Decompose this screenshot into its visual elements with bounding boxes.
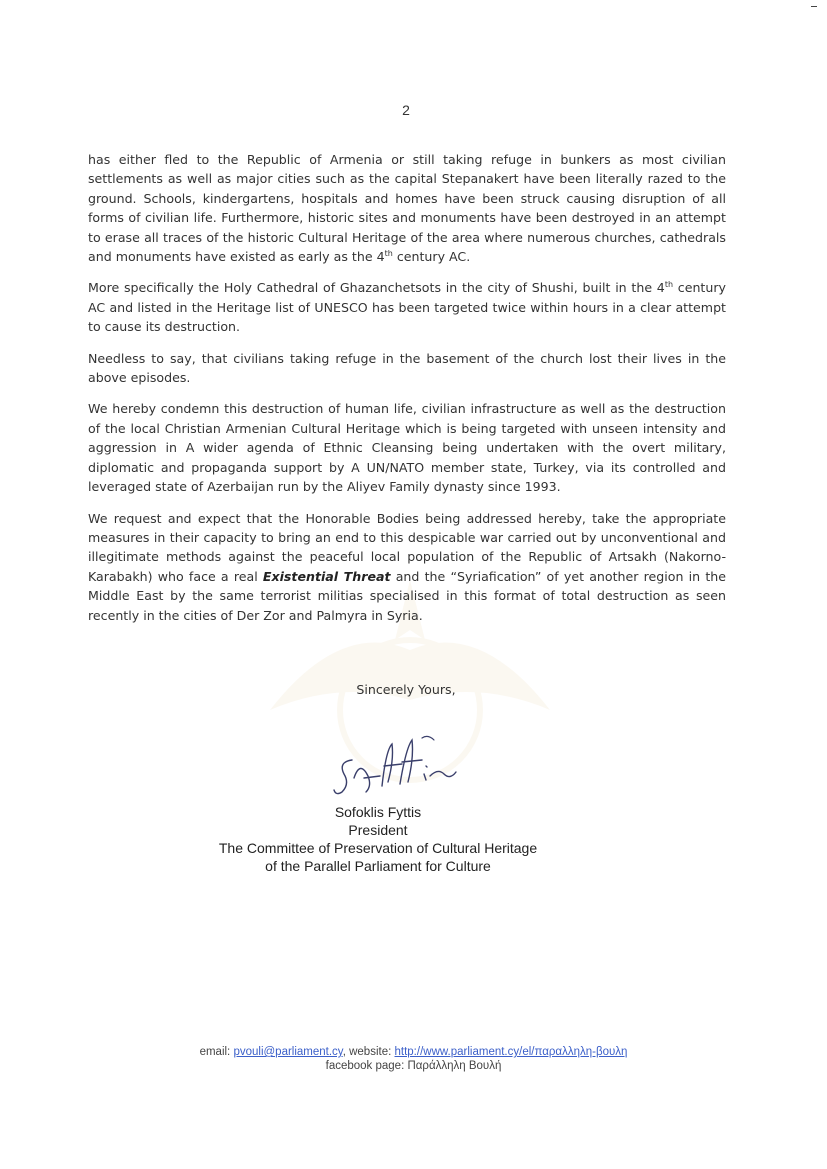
- paragraph-2-tail: century AC and listed in the Heritage list of UNESCO has been targeted twice within hours in a clear attempt to cause its destruction.: [88, 280, 726, 335]
- ordinal-suffix: th: [664, 280, 674, 290]
- footer-facebook-line: [0, 1059, 827, 1073]
- page-number: 2: [402, 102, 410, 118]
- paragraph-1: [88, 150, 726, 266]
- paragraph-1-tail: century AC.: [392, 249, 471, 265]
- signatory-org-line-1: The Committee of Preservation of Cultural Heritage: [218, 840, 538, 856]
- handwritten-signature: [330, 730, 460, 800]
- closing-salutation: Sincerely Yours,: [356, 682, 456, 697]
- paragraph-1-text: has either fled to the Republic of Armenia or still taking refuge in bunkers as most civilian settlements as well as major cities such as the capital Stepanakert have been literally razed to the ground. Schools, kindergartens, hospitals and homes have been struck causing disruption of all forms of civilian life. Furthermore, historic sites and monuments have been destroyed in an attempt to erase all traces of the historic Cultural Heritage of the area where numerous churches, cathedrals and monuments have existed as early as the 4: [88, 152, 726, 265]
- signatory-name: Sofoklis Fyttis: [334, 804, 422, 820]
- facebook-label: facebook page:: [325, 1060, 408, 1072]
- email-link[interactable]: pvouli@parliament.cy: [233, 1046, 343, 1058]
- page-footer: [0, 1045, 827, 1073]
- paragraph-4: We hereby condemn this destruction of human life, civilian infrastructure as well as the destruction of the local Christian Armenian Cultural Heritage which is being targeted with unseen intensity and aggression in A wider agenda of Ethnic Cleansing being undertaken with the overt military, diplomatic and propaganda support by A UN/NATO member state, Turkey, via its controlled and leveraged state of Azerbaijan run by the Aliyev Family dynasty since 1993.: [88, 401, 726, 495]
- website-link[interactable]: http://www.parliament.cy/el/παραλληλη-βουλη: [394, 1046, 628, 1058]
- signatory-title: President: [348, 822, 408, 838]
- website-label: , website:: [342, 1046, 395, 1058]
- paragraph-5-tail: and the “Syriafication” of yet another region in the Middle East by the same terrorist militias specialised in this format of total destruction as seen recently in the cities of Der Zor and Palmyra in Syria.: [88, 568, 726, 623]
- paragraph-5-text: We request and expect that the Honorable Bodies being addressed hereby, take the appropriate measures in their capacity to bring an end to this despicable war carried out by unconventional and illegitimate methods against the peaceful local population of the Republic of Artsakh (Nakorno-Karabakh) who face a real: [88, 510, 726, 584]
- facebook-page-name: Παράλληλη Βουλή: [407, 1060, 502, 1072]
- scan-corner-mark: [811, 6, 817, 7]
- footer-contact-line: [0, 1045, 827, 1059]
- email-label: email:: [199, 1046, 234, 1058]
- paragraph-2: [88, 278, 726, 336]
- signatory-block: [0, 803, 756, 875]
- ordinal-suffix: th: [384, 248, 393, 258]
- paragraph-5: [88, 509, 726, 625]
- letter-body: [88, 150, 726, 637]
- paragraph-2-text: More specifically the Holy Cathedral of Ghazanchetsots in the city of Shushi, built in the 4: [88, 280, 665, 296]
- paragraph-3: Needless to say, that civilians taking refuge in the basement of the church lost their lives in the above episodes.: [88, 350, 726, 386]
- signatory-org-line-2: of the Parallel Parliament for Culture: [265, 858, 491, 874]
- emphasis-text: Existential Threat: [262, 568, 391, 584]
